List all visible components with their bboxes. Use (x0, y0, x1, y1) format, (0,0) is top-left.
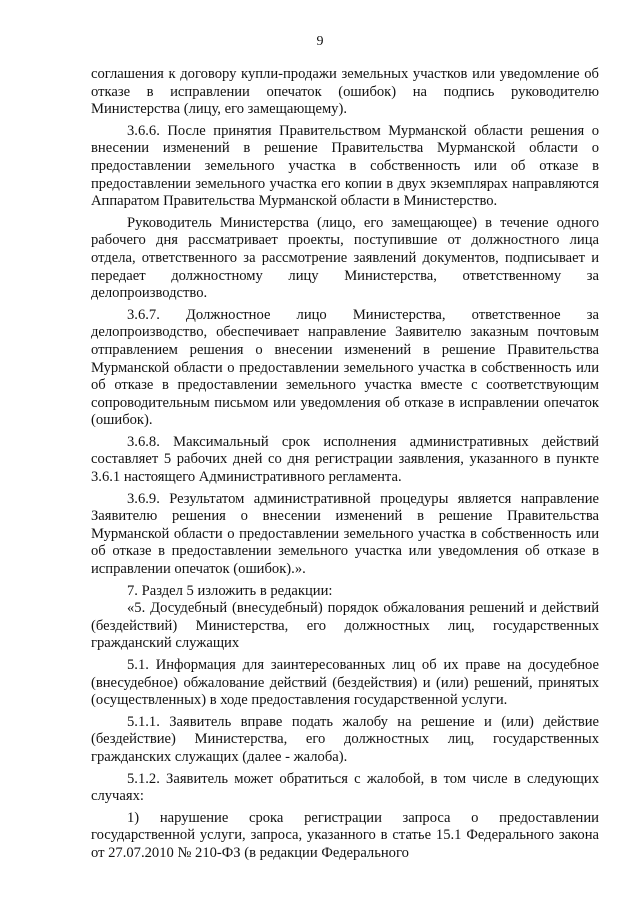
paragraph-3-6-8: 3.6.8. Максимальный срок исполнения административных действий составляет 5 рабочих дней со дня регистрации заявления, указанного в пункте 3.6.1 настоящего Административного регламента. (91, 433, 599, 486)
paragraph-5-1-1: 5.1.1. Заявитель вправе подать жалобу на решение и (или) действие (бездействие) Министерства, его должностных лиц, государственных гражданских служащих (далее - жалоба). (91, 713, 599, 765)
paragraph-continuation: соглашения к договору купли-продажи земельных участков или уведомление об отказе в исправлении опечаток (ошибок) на подпись руководителю Министерства (лицу, его замещающему). (91, 66, 599, 118)
paragraph-3-6-6: 3.6.6. После принятия Правительством Мурманской области решения о внесении изменений в решение Правительства Мурманской области о предоставлении земельного участка в собственность или об отказе в предоставлении земельного участка его копии в двух экземплярах направляются Аппаратом Правительства Мурманской области в Министерство. (91, 122, 599, 210)
paragraph-item-7: 7. Раздел 5 изложить в редакции: (127, 582, 333, 599)
paragraph-3-6-9: 3.6.9. Результатом административной процедуры является направление Заявителю решения о внесении изменений в решение Правительства Мурманской области о предоставлении земельного участка в собственность или об отказе в предоставлении земельного участка или уведомления об отказе в исправлении опечаток (ошибок).». (91, 490, 599, 578)
section-5-heading: «5. Досудебный (внесудебный) порядок обжалования решений и действий (бездействий) Министерства, его должностных лиц, государственных гражданский служащих (91, 600, 599, 652)
list-item-1: 1) нарушение срока регистрации запроса о предоставлении государственной услуги, запроса, указанного в статье 15.1 Федерального закона от 27.07.2010 № 210-ФЗ (в редакции Федерального (91, 809, 599, 861)
paragraph-3-6-7: 3.6.7. Должностное лицо Министерства, ответственное за делопроизводство, обеспечивает направление Заявителю заказным почтовым отправлением решения о внесении изменений в решение Правительства Мурманской области о предоставлении земельного участка в собственность или об отказе в предоставлении земельного участка вместе с соответствующим сопроводительным письмом или уведомления об отказе в исправлении опечаток (ошибок). (91, 306, 599, 429)
document-body (91, 66, 599, 867)
paragraph-5-1: 5.1. Информация для заинтересованных лиц об их праве на досудебное (внесудебное) обжалование действий (бездействия) и (или) решений, принятых (осуществленных) в ходе предоставления государственной услуги. (91, 657, 599, 709)
paragraph-head-review: Руководитель Министерства (лицо, его замещающее) в течение одного рабочего дня рассматривает проекты, поступившие от должностного лица отдела, ответственного за рассмотрение заявлений документов, подписывает и передает должностному лицу Министерства, ответственному за делопроизводство. (91, 214, 599, 302)
paragraph-5-1-2: 5.1.2. Заявитель может обратиться с жалобой, в том числе в следующих случаях: (91, 770, 599, 805)
page-number: 9 (316, 34, 324, 49)
